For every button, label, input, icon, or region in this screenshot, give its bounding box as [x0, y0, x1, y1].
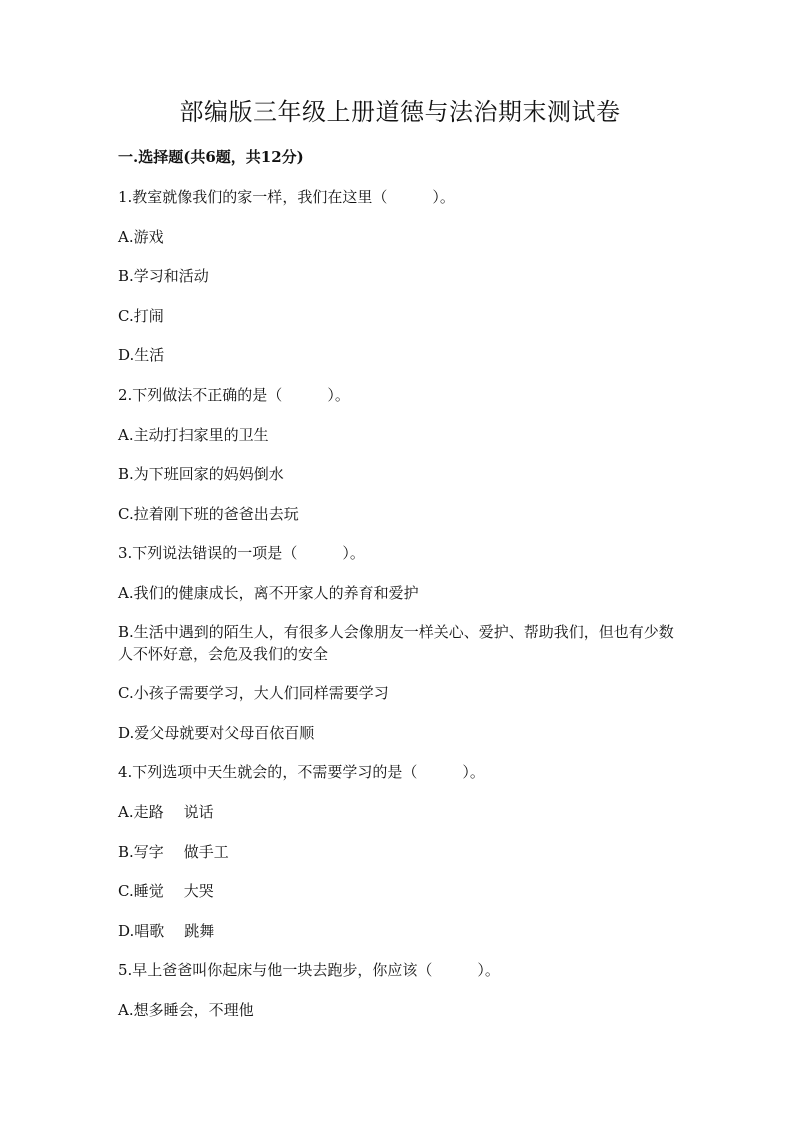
option-label: C.睡觉: [118, 882, 164, 900]
question-4-option-b: [118, 841, 678, 863]
question-4-stem: 4.下列选项中天生就会的，不需要学习的是（ ）。: [118, 763, 485, 781]
question-3-option-b: B.生活中遇到的陌生人，有很多人会像朋友一样关心、爱护、帮助我们，但也有少数人不怀好意，会危及我们的安全: [118, 623, 674, 663]
option-extra: 做手工: [183, 843, 229, 861]
question-5-stem: 5.早上爸爸叫你起床与他一块去跑步，你应该（ ）。: [118, 961, 500, 979]
question-3-stem: 3.下列说法错误的一项是（ ）。: [118, 544, 365, 562]
question-4-option-c: [118, 880, 678, 902]
question-1-option-d: D.生活: [118, 346, 165, 364]
question-3-option-a: A.我们的健康成长，离不开家人的养育和爱护: [118, 584, 419, 602]
question-1-option-c: C.打闹: [118, 307, 164, 325]
question-1-stem: 1.教室就像我们的家一样，我们在这里（ ）。: [118, 188, 455, 206]
question-2-option-b: B.为下班回家的妈妈倒水: [118, 465, 284, 483]
question-1-option-b: B.学习和活动: [118, 267, 209, 285]
option-extra: 大哭: [183, 882, 214, 900]
question-4-option-d: [118, 920, 678, 942]
option-label: D.唱歌: [118, 922, 165, 940]
question-4-option-a: [118, 801, 678, 823]
option-extra: 跳舞: [184, 922, 215, 940]
question-3-option-c: C.小孩子需要学习，大人们同样需要学习: [118, 684, 389, 702]
question-3-option-d: D.爱父母就要对父母百依百顺: [118, 724, 315, 742]
question-2-stem: 2.下列做法不正确的是（ ）。: [118, 386, 350, 404]
question-1-option-a: A.游戏: [118, 228, 164, 246]
option-label: A.走路: [118, 803, 164, 821]
page-title: 部编版三年级上册道德与法治期末测试卷: [179, 98, 621, 126]
question-2-option-c: C.拉着刚下班的爸爸出去玩: [118, 505, 299, 523]
section-heading: 一.选择题(共6题，共12分): [118, 148, 304, 166]
option-extra: 说话: [183, 803, 214, 821]
question-2-option-a: A.主动打扫家里的卫生: [118, 426, 269, 444]
option-label: B.写字: [118, 843, 164, 861]
question-5-option-a: A.想多睡会，不理他: [118, 1001, 254, 1019]
